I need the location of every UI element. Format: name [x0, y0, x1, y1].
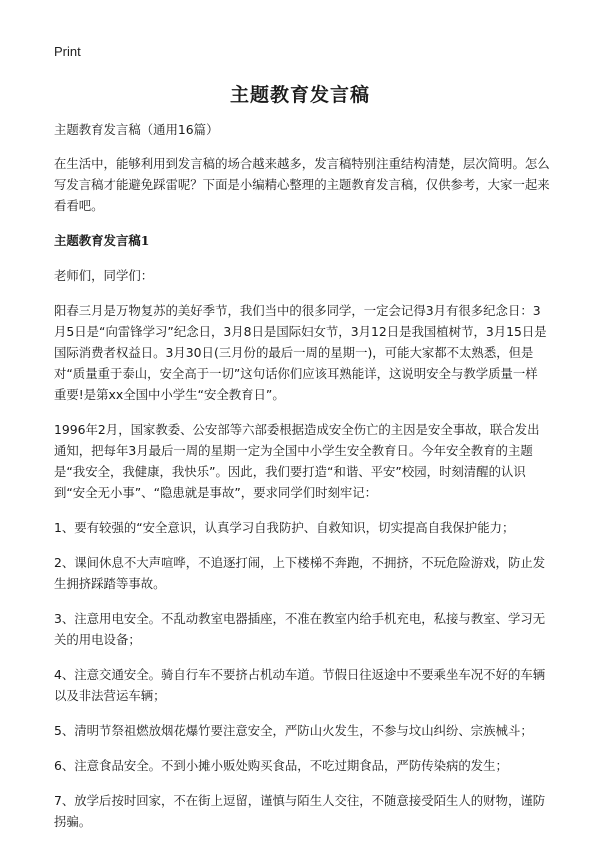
list-item: 5、清明节祭祖燃放烟花爆竹要注意安全，严防山火发生，不参与坟山纠纷、宗族械斗； — [54, 723, 533, 738]
greeting: 老师们，同学们： — [54, 268, 154, 283]
list-item: 2、课间休息不大声喧哗，不追逐打闹，上下楼梯不奔跑，不拥挤，不玩危险游戏，防止发生拥挤踩踏等事故。 — [54, 555, 546, 591]
article-subtitle: 主题教育发言稿（通用16篇） — [54, 122, 219, 137]
list-item: 4、注意交通安全。骑自行车不要挤占机动车道。节假日往返途中不要乘坐车况不好的车辆以及非法营运车辆； — [54, 667, 546, 703]
body-paragraph: 1996年2月，国家教委、公安部等六部委根据造成安全伤亡的主因是安全事故，联合发出通知，把每年3月最后一周的星期一定为全国中小学生安全教育日。今年安全教育的主题是“我安全，我健康，我快乐”。因此，我们要打造“和谐、平安”校园，时刻清醒的认识到“安全无小事”、“隐患就是事故”，要求同学们时刻牢记： — [54, 422, 540, 500]
page-title: 主题教育发言稿 — [229, 84, 370, 106]
list-item: 6、注意食品安全。不到小摊小贩处购买食品，不吃过期食品，严防传染病的发生； — [54, 758, 508, 773]
list-item: 7、放学后按时回家，不在街上逗留，谨慎与陌生人交往，不随意接受陌生人的财物，谨防拐骗。 — [54, 793, 546, 829]
intro-paragraph: 在生活中，能够利用到发言稿的场合越来越多，发言稿特别注重结构清楚，层次简明。怎么写发言稿才能避免踩雷呢？下面是小编精心整理的主题教育发言稿，仅供参考，大家一起来看看吧。 — [54, 156, 550, 213]
list-item: 3、注意用电安全。不乱动教室电器插座，不准在教室内给手机充电，私接与教室、学习无关的用电设备； — [54, 611, 546, 647]
section-heading: 主题教育发言稿1 — [54, 233, 150, 248]
print-link[interactable]: Print — [54, 44, 81, 59]
body-paragraph: 阳春三月是万物复苏的美好季节，我们当中的很多同学，一定会记得3月有很多纪念日：3月5日是“向雷锋学习”纪念日，3月8日是国际妇女节，3月12日是我国植树节，3月15日是国际消费者权益日。3月30日(三月份的最后一周的星期一)，可能大家都不太熟悉，但是对“质量重于泰山，安全高于一切”这句话你们应该耳熟能详，这说明安全与教学质量一样重要!是第xx全国中小学生“安全教育日”。 — [54, 303, 547, 402]
article-body — [54, 119, 550, 846]
list-item: 1、要有较强的“安全意识，认真学习自我防护、自救知识，切实提高自我保护能力； — [54, 520, 515, 535]
